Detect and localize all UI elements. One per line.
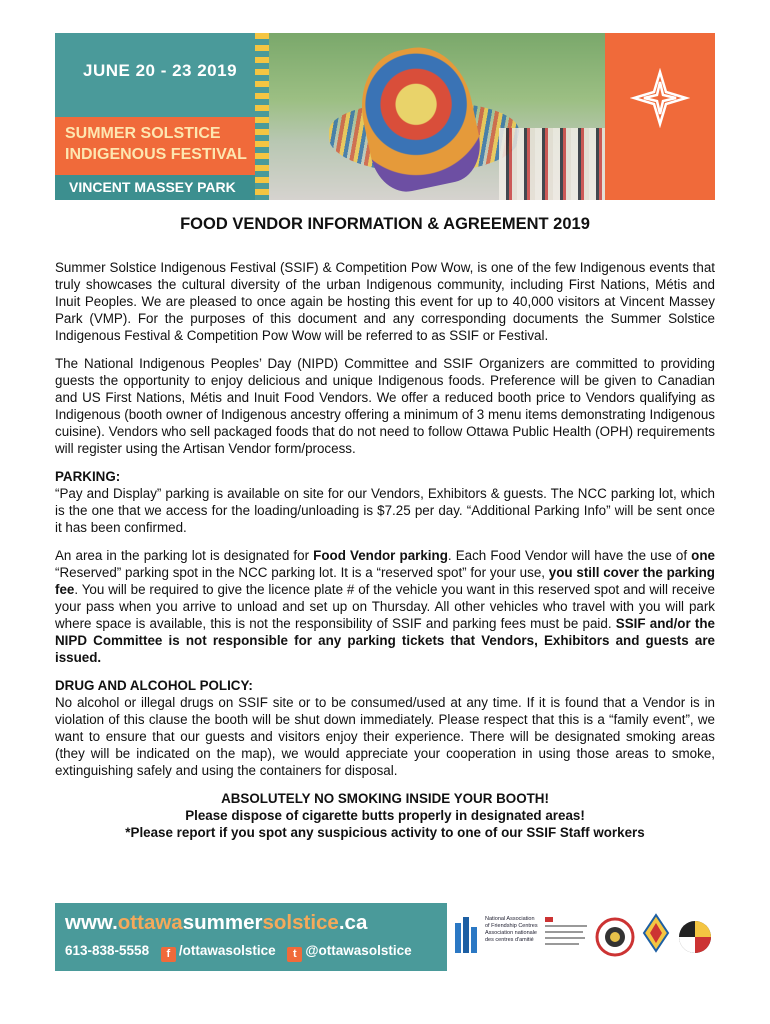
crowd-background (499, 128, 605, 200)
naf-line3: Association nationale (485, 930, 537, 936)
festival-name-line2: INDIGENOUS FESTIVAL (65, 146, 247, 163)
notice-no-smoking: ABSOLUTELY NO SMOKING INSIDE YOUR BOOTH! (221, 791, 549, 806)
food-parking-bold-4: SSIF and/or the NIPD Committee is not responsible for any parking tickets that Vendors, Exhibitors and guests are issued. (55, 616, 715, 665)
food-parking-text-2: . Each Food Vendor will have the use of (447, 548, 692, 563)
banner-left-panel (55, 33, 255, 200)
festival-name-line1: SUMMER SOLSTICE (65, 125, 221, 142)
eagle-feather-icon (640, 913, 672, 959)
notice-cigarette-butts: Please dispose of cigarette butts properly in designated areas! (185, 808, 585, 823)
intro-paragraph: Summer Solstice Indigenous Festival (SSIF) & Competition Pow Wow, is one of the few Indigenous events that truly showcases the cultural diversity of the urban Indigenous community, including First Nations, Métis and Inuit Peoples. We are pleased to once again be hosting this event for up to 40,000 visitors at Vincent Massey Park (VMP). For the purposes of this document and any corresponding documents the Summer Solstice Indigenous Festival & Competition Pow Wow will be referred to as SSIF or Festival. (55, 260, 715, 343)
url-suffix: .ca (338, 911, 368, 934)
park-band (55, 175, 255, 200)
food-parking-text-3: “Reserved” parking spot in the NCC parking lot. It is a “reserved spot” for your use, (55, 565, 549, 580)
twitter-icon: t (287, 947, 302, 962)
festival-dates: JUNE 20 - 23 2019 (83, 61, 238, 80)
partner-logo-icon (545, 917, 589, 953)
food-parking-paragraph (55, 547, 715, 666)
url-solstice: solstice (262, 911, 339, 934)
banner-right-panel (605, 33, 715, 200)
facebook-handle[interactable]: /ottawasolstice (178, 943, 276, 958)
circle-seal-icon (595, 917, 635, 957)
food-parking-text-4: . You will be required to give the licence plate # of the vehicle you want in this reserved spot and will receive your pass when you arrive to unload and set up on Thursday. All other vehicles who travel with you will park where space is available, this is not the responsibility of SSIF and parking fees must be paid. (55, 582, 715, 631)
food-parking-bold-1: Food Vendor parking (313, 548, 448, 563)
star-blanket-icon (630, 68, 690, 128)
naf-logo-icon (453, 915, 481, 955)
smoking-notice (55, 790, 715, 841)
food-parking-text-1: An area in the parking lot is designated for (55, 548, 314, 563)
drug-policy-heading: DRUG AND ALCOHOL POLICY: (55, 678, 253, 693)
dancer-photo (269, 33, 605, 200)
naf-line4: des centres d'amitié (485, 937, 534, 943)
facebook-icon: f (161, 947, 176, 962)
parking-text: “Pay and Display” parking is available on site for our Vendors, Exhibitors & guests. The NCC parking lot, which is the one that we access for the loading/unloading is $7.25 per day. “Additional Parking Info” will be sent once it has been confirmed. (55, 486, 715, 535)
footer-banner (55, 903, 447, 971)
naf-line1: National Association (485, 916, 535, 922)
festival-name-band (55, 117, 255, 175)
naf-logo-text (485, 916, 538, 944)
parking-heading: PARKING: (55, 469, 121, 484)
document-title: FOOD VENDOR INFORMATION & AGREEMENT 2019 (180, 215, 590, 233)
naf-line2: of Friendship Centres (485, 923, 538, 929)
festival-location: VINCENT MASSEY PARK (69, 179, 236, 195)
drug-policy-text: No alcohol or illegal drugs on SSIF site or to be consumed/used at any time. If it is found that a Vendor is in violation of this clause the booth will be shut down immediately. Please respect that this is a “family event”, we want to ensure that our guests and visitors enjoy their experience. There will be designated smoking areas (they will be indicated on the map), we would appreciate your cooperation in using those areas to smoke, extinguishing safely and using the containers for disposal. (55, 695, 715, 778)
notice-suspicious-activity: *Please report if you spot any suspicious activity to one of our SSIF Staff workers (125, 825, 645, 840)
drug-policy-section (55, 677, 715, 779)
twitter-handle[interactable]: @ottawasolstice (305, 943, 412, 958)
url-prefix: www. (65, 911, 118, 934)
phone-number: 613-838-5558 (65, 943, 150, 958)
sponsor-logos (447, 903, 715, 971)
decorative-strip (255, 33, 269, 200)
dancer-figure (351, 38, 488, 198)
festival-name (65, 117, 247, 165)
url-ottawa: ottawa (117, 911, 183, 934)
food-parking-bold-2: one (691, 548, 715, 563)
document-body (55, 259, 715, 841)
website-url[interactable] (65, 911, 367, 935)
parking-section (55, 468, 715, 536)
nipd-paragraph: The National Indigenous Peoples’ Day (NIPD) Committee and SSIF Organizers are committed to providing guests the opportunity to enjoy delicious and unique Indigenous foods. Preference will be given to Canadian and US First Nations, Métis and Inuit Food Vendors. We offer a reduced booth price to Vendors qualifying as Indigenous (booth owner of Indigenous ancestry offering a minimum of 3 menu items demonstrating Indigenous cuisine). Vendors who sell packaged foods that do not need to follow Ottawa Public Health (OPH) requirements will register using the Artisan Vendor form/process. (55, 356, 715, 456)
contact-line (65, 943, 412, 962)
url-summer: summer (182, 911, 263, 934)
food-parking-bold-3: you still cover the parking fee (55, 565, 715, 597)
medicine-wheel-icon (677, 917, 713, 957)
festival-banner (55, 33, 715, 200)
